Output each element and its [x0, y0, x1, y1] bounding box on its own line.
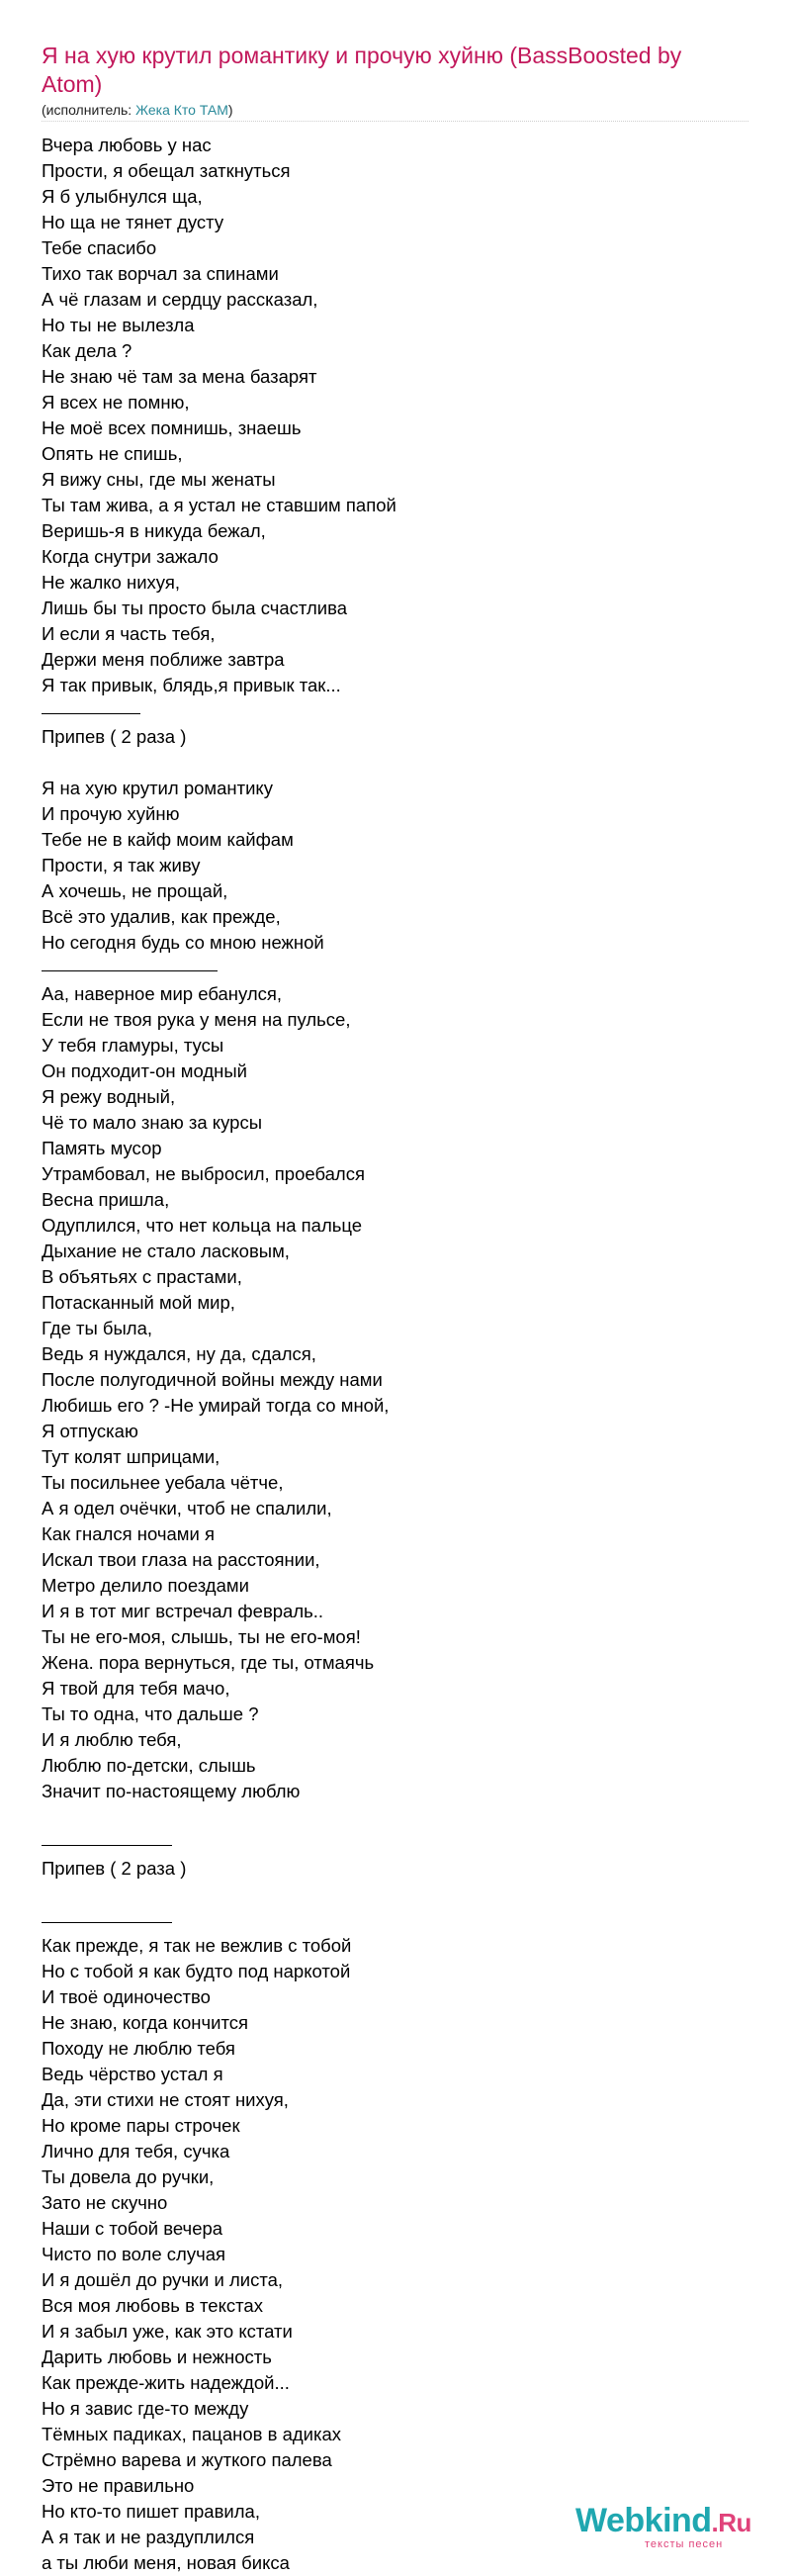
- lyric-line: Прости, я обещал заткнуться: [42, 160, 291, 181]
- lyric-line: Искал твои глаза на расстоянии,: [42, 1549, 320, 1570]
- lyric-line: Одуплился, что нет кольца на пальце: [42, 1215, 363, 1236]
- lyric-line: В объятьях с прастами,: [42, 1266, 242, 1287]
- lyric-line: Но ща не тянет дусту: [42, 212, 224, 232]
- lyric-line: Я б улыбнулся ща,: [42, 186, 203, 207]
- lyric-line: Лишь бы ты просто была счастлива: [42, 598, 348, 618]
- lyric-line: Держи меня поближе завтра: [42, 649, 285, 670]
- artist-line: [42, 102, 233, 119]
- verse-2: [42, 981, 753, 1804]
- lyric-line: Наши с тобой вечера: [42, 2218, 223, 2239]
- separator-line: [42, 713, 140, 714]
- lyric-line: Я на хую крутил романтику: [42, 778, 273, 798]
- lyric-line: Ведь чёрство устал я: [42, 2064, 223, 2084]
- header-divider: [42, 121, 748, 122]
- lyric-line: Чё то мало знаю за курсы: [42, 1112, 262, 1133]
- lyric-line: Не моё всех помнишь, знаешь: [42, 417, 302, 438]
- lyric-line: Как прежде, я так не вежлив с тобой: [42, 1935, 352, 1956]
- logo-tld: .Ru: [711, 2508, 751, 2537]
- lyric-line: Тебе не в кайф моим кайфам: [42, 829, 294, 850]
- lyric-line: Я режу водный,: [42, 1086, 176, 1107]
- lyric-line: Память мусор: [42, 1138, 162, 1158]
- lyric-line: Когда снутри зажало: [42, 546, 219, 567]
- lyric-line: Утрамбовал, не выбросил, проебался: [42, 1163, 365, 1184]
- lyric-line: Значит по-настоящему люблю: [42, 1781, 301, 1801]
- lyric-line: И я в тот миг встречал февраль..: [42, 1601, 324, 1621]
- lyric-line: Как дела ?: [42, 340, 132, 361]
- lyric-line: Я всех не помню,: [42, 392, 190, 413]
- lyrics-body: [42, 133, 753, 2576]
- separator-line: [42, 1845, 172, 1846]
- lyric-line: А я одел очёчки, чтоб не спалили,: [42, 1498, 332, 1518]
- verse-1: [42, 133, 753, 698]
- lyric-line: Но я завис где-то между: [42, 2398, 249, 2419]
- logo-tagline: тексты песен: [645, 2538, 724, 2550]
- chorus: [42, 776, 753, 956]
- lyric-line: Где ты была,: [42, 1318, 153, 1338]
- lyric-line: Ты то одна, что дальше ?: [42, 1703, 259, 1724]
- lyric-line: Если не твоя рука у меня на пульсе,: [42, 1009, 351, 1030]
- artist-suffix: ): [227, 102, 233, 118]
- lyric-line: Ты довела до ручки,: [42, 2166, 215, 2187]
- lyric-line: У тебя гламуры, тусы: [42, 1035, 224, 1056]
- lyric-line: Вся моя любовь в текстах: [42, 2295, 263, 2316]
- verse-3: [42, 1933, 753, 2576]
- lyric-line: После полугодичной войны между нами: [42, 1369, 383, 1390]
- lyric-line: Дыхание не стало ласковым,: [42, 1241, 290, 1261]
- lyric-line: И я забыл уже, как это кстати: [42, 2321, 293, 2342]
- lyric-line: Метро делило поездами: [42, 1575, 249, 1596]
- lyric-line: И я дошёл до ручки и листа,: [42, 2269, 284, 2290]
- lyric-line: И я люблю тебя,: [42, 1729, 182, 1750]
- blank-line: [42, 1804, 753, 1830]
- song-title: Я на хую крутил романтику и прочую хуйню (BassBoosted by Atom): [42, 43, 682, 97]
- chorus-label: Припев ( 2 раза ): [42, 726, 187, 747]
- lyric-line: Это не правильно: [42, 2475, 195, 2496]
- lyric-line: Я так привык, блядь,я привык так...: [42, 675, 341, 695]
- lyric-line: Прости, я так живу: [42, 855, 201, 875]
- lyric-line: Не знаю, когда кончится: [42, 2012, 248, 2033]
- lyric-line: Стрёмно варева и жуткого палева: [42, 2449, 332, 2470]
- lyric-line: Но с тобой я как будто под наркотой: [42, 1961, 351, 1981]
- section-separator: [42, 698, 753, 724]
- lyric-line: Жена. пора вернуться, где ты, отмаячь: [42, 1652, 375, 1673]
- lyric-line: Дарить любовь и нежность: [42, 2346, 272, 2367]
- lyric-line: И если я часть тебя,: [42, 623, 216, 644]
- lyric-line: Потасканный мой мир,: [42, 1292, 235, 1313]
- lyric-line: Ты не его-моя, слышь, ты не его-моя!: [42, 1626, 361, 1647]
- lyric-line: И твоё одиночество: [42, 1986, 211, 2007]
- lyric-line: Ты там жива, а я устал не ставшим папой: [42, 495, 396, 515]
- webkind-logo[interactable]: [575, 2501, 773, 2552]
- lyric-line: Походу не люблю тебя: [42, 2038, 235, 2059]
- section-separator: [42, 1907, 753, 1933]
- artist-prefix: (исполнитель:: [42, 102, 136, 118]
- lyric-line: Зато не скучно: [42, 2192, 168, 2213]
- blank-line: [42, 1882, 753, 1907]
- lyric-line: Опять не спишь,: [42, 443, 183, 464]
- lyric-line: Тихо так ворчал за спинами: [42, 263, 279, 284]
- chorus-label: Припев ( 2 раза ): [42, 1858, 187, 1879]
- lyric-line: Я отпускаю: [42, 1421, 138, 1441]
- lyric-line: Тёмных падиках, пацанов в адиках: [42, 2424, 342, 2444]
- lyric-line: Вчера любовь у нас: [42, 135, 212, 155]
- lyric-line: Всё это удалив, как прежде,: [42, 906, 281, 927]
- lyric-line: Он подходит-он модный: [42, 1060, 248, 1081]
- lyric-line: Я твой для тебя мачо,: [42, 1678, 230, 1699]
- lyric-line: Ты посильнее уебала чётче,: [42, 1472, 284, 1493]
- lyric-line: Но кроме пары строчек: [42, 2115, 240, 2136]
- lyric-line: Любишь его ? -Не умирай тогда со мной,: [42, 1395, 390, 1416]
- artist-link[interactable]: Жека Кто ТАМ: [135, 102, 228, 118]
- lyric-line: Лично для тебя, сучка: [42, 2141, 230, 2162]
- lyric-line: А чё глазам и сердцу рассказал,: [42, 289, 318, 310]
- lyric-line: Люблю по-детски, слышь: [42, 1755, 256, 1776]
- blank-line: [42, 750, 753, 776]
- lyric-line: Тебе спасибо: [42, 237, 157, 258]
- lyric-line: Не знаю чё там за мена базарят: [42, 366, 317, 387]
- logo-brand: Webkind: [575, 2502, 712, 2539]
- lyric-line: Ведь я нуждался, ну да, сдался,: [42, 1343, 316, 1364]
- lyric-line: Как прежде-жить надеждой...: [42, 2372, 290, 2393]
- lyric-line: Тут колят шприцами,: [42, 1446, 220, 1467]
- lyric-line: Веришь-я в никуда бежал,: [42, 520, 266, 541]
- separator-line: [42, 970, 218, 971]
- lyric-line: А хочешь, не прощай,: [42, 880, 228, 901]
- lyric-line: Но кто-то пишет правила,: [42, 2501, 260, 2522]
- logo-wordmark: [575, 2501, 751, 2542]
- section-separator: [42, 956, 753, 981]
- lyric-line: Но сегодня будь со мною нежной: [42, 932, 324, 953]
- section-separator: [42, 1830, 753, 1856]
- lyric-line: Аа, наверное мир ебанулся,: [42, 983, 283, 1004]
- lyric-line: Чисто по воле случая: [42, 2244, 226, 2264]
- lyric-line: А я так и не раздуплился: [42, 2527, 255, 2547]
- lyric-line: Не жалко нихуя,: [42, 572, 180, 593]
- lyric-line: И прочую хуйню: [42, 803, 180, 824]
- lyric-line: а ты люби меня, новая бикса: [42, 2552, 290, 2573]
- lyric-line: Весна пришла,: [42, 1189, 170, 1210]
- lyric-line: Да, эти стихи не стоят нихуя,: [42, 2089, 289, 2110]
- separator-line: [42, 1922, 172, 1923]
- lyric-line: Как гнался ночами я: [42, 1523, 215, 1544]
- lyric-line: Я вижу сны, где мы женаты: [42, 469, 276, 490]
- lyric-line: Но ты не вылезла: [42, 315, 195, 335]
